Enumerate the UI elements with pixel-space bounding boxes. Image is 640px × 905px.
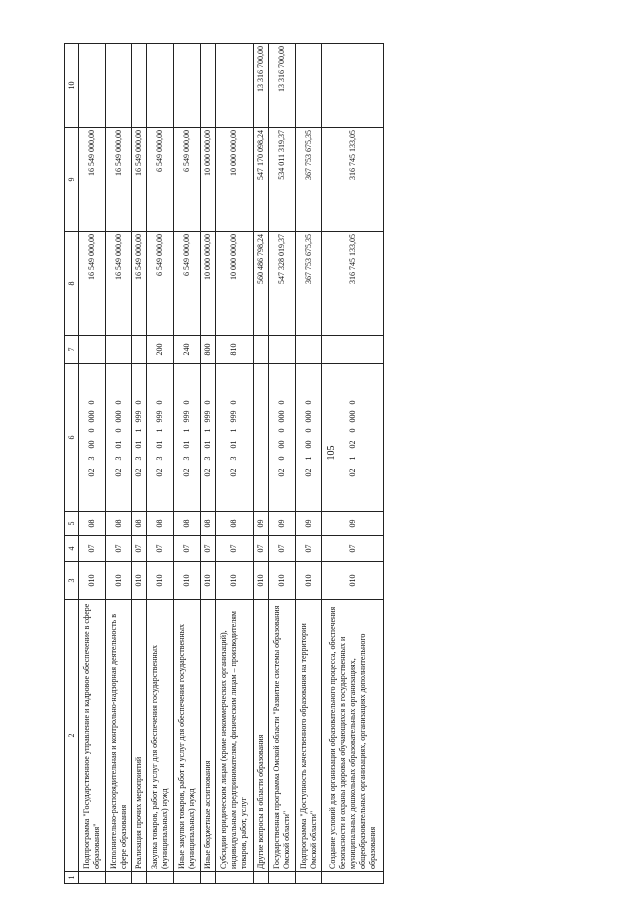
subsection-code-cell: 09 xyxy=(322,512,384,536)
expense-type-cell: 800 xyxy=(200,336,215,364)
subsection-code-cell: 08 xyxy=(147,512,174,536)
target-article-segment: 999 xyxy=(229,410,239,423)
admin-code-cell: 010 xyxy=(132,562,147,600)
header-cell: 9 xyxy=(65,128,79,232)
section-code-cell: 07 xyxy=(79,536,106,562)
target-article-segment: 000 xyxy=(113,410,123,423)
amount-cell-col8: 16 549 000,00 xyxy=(79,232,106,336)
header-cell: 3 xyxy=(65,562,79,600)
item-name-cell: Создание условий для организации образовательного процесса, обеспечения безопасности и охраны здоровья обучающихся в государственных и муниципальных дошкольных образовательных организациях, общеобразовательных организациях, организациях дополнительного образования xyxy=(322,600,384,872)
target-article-segment: 0 xyxy=(86,400,96,405)
target-article-segment: 0 xyxy=(202,400,212,405)
target-article-cell xyxy=(200,364,215,512)
target-article-cell xyxy=(79,364,106,512)
admin-code-cell: 010 xyxy=(322,562,384,600)
section-code-cell: 07 xyxy=(295,536,322,562)
row-number-cell xyxy=(174,872,201,884)
header-cell: 1 xyxy=(65,872,79,884)
target-article-segment: 000 xyxy=(86,410,96,423)
target-article-segment: 0 xyxy=(347,400,357,405)
target-article-segment: 0 xyxy=(113,428,123,433)
target-article-segment: 0 xyxy=(276,400,286,405)
target-article-segment: 1 xyxy=(229,428,239,433)
table-row xyxy=(105,44,132,884)
amount-cell-col10 xyxy=(79,44,106,128)
budget-table xyxy=(64,43,384,884)
subsection-code-cell: 08 xyxy=(215,512,253,536)
item-name-cell: Иные закупки товаров, работ и услуг для обеспечения государственных (муниципальных) нужд xyxy=(174,600,201,872)
table-row xyxy=(200,44,215,884)
amount-cell-col10 xyxy=(322,44,384,128)
target-article-segment: 01 xyxy=(134,440,144,449)
target-article-segment: 999 xyxy=(155,410,165,423)
target-article-segment: 1 xyxy=(155,428,165,433)
admin-code-cell: 010 xyxy=(200,562,215,600)
table-row xyxy=(295,44,322,884)
amount-cell-col10 xyxy=(295,44,322,128)
amount-cell-col9: 16 549 000,00 xyxy=(132,128,147,232)
target-article-segment: 3 xyxy=(202,456,212,461)
row-number-cell xyxy=(215,872,253,884)
row-number-cell xyxy=(269,872,296,884)
header-cell: 6 xyxy=(65,364,79,512)
subsection-code-cell: 09 xyxy=(295,512,322,536)
target-article-segment: 000 xyxy=(276,410,286,423)
target-article-segment: 999 xyxy=(181,410,191,423)
amount-cell-col8: 6 549 000,00 xyxy=(174,232,201,336)
rotated-table-container xyxy=(64,44,384,884)
table-row xyxy=(174,44,201,884)
expense-type-cell xyxy=(105,336,132,364)
section-code-cell: 07 xyxy=(254,536,269,562)
amount-cell-col10 xyxy=(147,44,174,128)
target-article-segment: 02 xyxy=(134,468,144,477)
target-article-segment: 3 xyxy=(229,456,239,461)
expense-type-cell: 200 xyxy=(147,336,174,364)
amount-cell-col9: 316 745 133,05 xyxy=(322,128,384,232)
section-code-cell: 07 xyxy=(147,536,174,562)
target-article-segment: 02 xyxy=(276,468,286,477)
target-article-segment: 02 xyxy=(181,468,191,477)
item-name-cell: Подпрограмма "Государственное управление и кадровое обеспечение в сфере образования" xyxy=(79,600,106,872)
target-article-segment: 01 xyxy=(113,440,123,449)
target-article-segment: 0 xyxy=(276,456,286,461)
target-article-segment: 1 xyxy=(303,456,313,461)
amount-cell-col10 xyxy=(200,44,215,128)
target-article-segment: 01 xyxy=(202,440,212,449)
target-article-segment: 02 xyxy=(113,468,123,477)
target-article-segment: 0 xyxy=(155,400,165,405)
target-article-cell xyxy=(215,364,253,512)
table-row xyxy=(322,44,384,884)
amount-cell-col8: 10 000 000,00 xyxy=(200,232,215,336)
subsection-code-cell: 08 xyxy=(200,512,215,536)
target-article-segment: 0 xyxy=(303,428,313,433)
table-row xyxy=(79,44,106,884)
table-row xyxy=(132,44,147,884)
row-number-cell xyxy=(322,872,384,884)
target-article-segment: 000 xyxy=(303,410,313,423)
item-name-cell: Субсидии юридическим лицам (кроме некоммерческих организаций), индивидуальным предпринимателям, физическим лицам – производителям товаров, работ, услуг xyxy=(215,600,253,872)
target-article-segment: 3 xyxy=(86,456,96,461)
target-article-cell xyxy=(322,364,384,512)
table-row xyxy=(269,44,296,884)
amount-cell-col9: 16 549 000,00 xyxy=(105,128,132,232)
target-article-segment: 02 xyxy=(347,468,357,477)
header-cell: 7 xyxy=(65,336,79,364)
item-name-cell: Исполнительно-распорядительная и контрольно-надзорная деятельность в сфере образования xyxy=(105,600,132,872)
target-article-segment: 02 xyxy=(303,468,313,477)
expense-type-cell xyxy=(322,336,384,364)
header-cell: 4 xyxy=(65,536,79,562)
target-article-segment: 0 xyxy=(303,400,313,405)
admin-code-cell: 010 xyxy=(147,562,174,600)
admin-code-cell: 010 xyxy=(105,562,132,600)
header-row xyxy=(65,44,79,884)
expense-type-cell xyxy=(254,336,269,364)
target-article-cell xyxy=(105,364,132,512)
target-article-segment: 999 xyxy=(202,410,212,423)
header-cell: 8 xyxy=(65,232,79,336)
admin-code-cell: 010 xyxy=(269,562,296,600)
target-article-segment: 1 xyxy=(202,428,212,433)
table-row xyxy=(215,44,253,884)
section-code-cell: 07 xyxy=(215,536,253,562)
amount-cell-col8: 316 745 133,05 xyxy=(322,232,384,336)
amount-cell-col10 xyxy=(105,44,132,128)
section-code-cell: 07 xyxy=(174,536,201,562)
table-row xyxy=(254,44,269,884)
expense-type-cell xyxy=(269,336,296,364)
target-article-cell xyxy=(132,364,147,512)
subsection-code-cell: 08 xyxy=(174,512,201,536)
expense-type-cell xyxy=(132,336,147,364)
target-article-segment: 1 xyxy=(347,456,357,461)
target-article-segment: 00 xyxy=(86,440,96,449)
target-article-segment: 01 xyxy=(181,440,191,449)
row-number-cell xyxy=(200,872,215,884)
admin-code-cell: 010 xyxy=(174,562,201,600)
item-name-cell: Подпрограмма "Доступность качественного образования на территории Омской области" xyxy=(295,600,322,872)
subsection-code-cell: 08 xyxy=(132,512,147,536)
target-article-segment: 3 xyxy=(155,456,165,461)
table-row xyxy=(147,44,174,884)
target-article-segment: 0 xyxy=(181,400,191,405)
subsection-code-cell: 08 xyxy=(79,512,106,536)
target-article-segment: 0 xyxy=(276,428,286,433)
target-article-segment: 01 xyxy=(229,440,239,449)
amount-cell-col9: 534 011 319,37 xyxy=(269,128,296,232)
section-code-cell: 07 xyxy=(322,536,384,562)
header-cell: 5 xyxy=(65,512,79,536)
target-article-segment: 00 xyxy=(303,440,313,449)
target-article-segment: 02 xyxy=(229,468,239,477)
expense-type-cell xyxy=(79,336,106,364)
amount-cell-col8: 16 549 000,00 xyxy=(132,232,147,336)
subsection-code-cell: 09 xyxy=(254,512,269,536)
target-article-cell xyxy=(147,364,174,512)
header-cell: 2 xyxy=(65,600,79,872)
expense-type-cell: 810 xyxy=(215,336,253,364)
row-number-cell xyxy=(105,872,132,884)
target-article-segment: 999 xyxy=(134,410,144,423)
subsection-code-cell: 08 xyxy=(105,512,132,536)
section-code-cell: 07 xyxy=(105,536,132,562)
amount-cell-col9: 10 000 000,00 xyxy=(215,128,253,232)
row-number-cell xyxy=(147,872,174,884)
section-code-cell: 07 xyxy=(269,536,296,562)
amount-cell-col9: 367 753 675,35 xyxy=(295,128,322,232)
target-article-segment: 02 xyxy=(347,440,357,449)
target-article-segment: 3 xyxy=(181,456,191,461)
item-name-cell: Закупка товаров, работ и услуг для обеспечения государственных (муниципальных) нужд xyxy=(147,600,174,872)
target-article-segment: 3 xyxy=(134,456,144,461)
amount-cell-col8: 560 486 798,24 xyxy=(254,232,269,336)
expense-type-cell xyxy=(295,336,322,364)
target-article-cell xyxy=(295,364,322,512)
item-name-cell: Реализация прочих мероприятий xyxy=(132,600,147,872)
table-body xyxy=(65,44,384,884)
amount-cell-col10 xyxy=(174,44,201,128)
target-article-segment: 00 xyxy=(276,440,286,449)
target-article-segment: 1 xyxy=(181,428,191,433)
target-article-cell xyxy=(269,364,296,512)
target-article-segment: 0 xyxy=(86,428,96,433)
row-number-cell xyxy=(132,872,147,884)
target-article-cell xyxy=(174,364,201,512)
target-article-segment: 1 xyxy=(134,428,144,433)
expense-type-cell: 240 xyxy=(174,336,201,364)
amount-cell-col8: 10 000 000,00 xyxy=(215,232,253,336)
row-number-cell xyxy=(254,872,269,884)
target-article-segment: 02 xyxy=(202,468,212,477)
section-code-cell: 07 xyxy=(200,536,215,562)
row-number-cell xyxy=(295,872,322,884)
section-code-cell: 07 xyxy=(132,536,147,562)
amount-cell-col8: 367 753 675,35 xyxy=(295,232,322,336)
amount-cell-col10: 13 316 700,00 xyxy=(269,44,296,128)
admin-code-cell: 010 xyxy=(254,562,269,600)
target-article-cell xyxy=(254,364,269,512)
amount-cell-col8: 16 549 000,00 xyxy=(105,232,132,336)
amount-cell-col9: 10 000 000,00 xyxy=(200,128,215,232)
item-name-cell: Другие вопросы в области образования xyxy=(254,600,269,872)
amount-cell-col9: 6 549 000,00 xyxy=(174,128,201,232)
item-name-cell: Государственная программа Омской области "Развитие системы образования Омской области" xyxy=(269,600,296,872)
target-article-segment: 0 xyxy=(347,428,357,433)
amount-cell-col8: 6 549 000,00 xyxy=(147,232,174,336)
target-article-segment: 0 xyxy=(229,400,239,405)
amount-cell-col10 xyxy=(132,44,147,128)
target-article-segment: 3 xyxy=(113,456,123,461)
target-article-segment: 000 xyxy=(347,410,357,423)
page-number: 105 xyxy=(326,445,337,461)
admin-code-cell: 010 xyxy=(79,562,106,600)
target-article-segment: 01 xyxy=(155,440,165,449)
target-article-segment: 0 xyxy=(113,400,123,405)
target-article-segment: 02 xyxy=(86,468,96,477)
item-name-cell: Иные бюджетные ассигнования xyxy=(200,600,215,872)
amount-cell-col8: 547 328 019,37 xyxy=(269,232,296,336)
amount-cell-col10: 13 316 700,00 xyxy=(254,44,269,128)
amount-cell-col9: 547 170 098,24 xyxy=(254,128,269,232)
admin-code-cell: 010 xyxy=(215,562,253,600)
header-cell: 10 xyxy=(65,44,79,128)
amount-cell-col9: 16 549 000,00 xyxy=(79,128,106,232)
amount-cell-col10 xyxy=(215,44,253,128)
admin-code-cell: 010 xyxy=(295,562,322,600)
subsection-code-cell: 09 xyxy=(269,512,296,536)
target-article-segment: 02 xyxy=(155,468,165,477)
target-article-segment: 0 xyxy=(134,400,144,405)
row-number-cell xyxy=(79,872,106,884)
amount-cell-col9: 6 549 000,00 xyxy=(147,128,174,232)
